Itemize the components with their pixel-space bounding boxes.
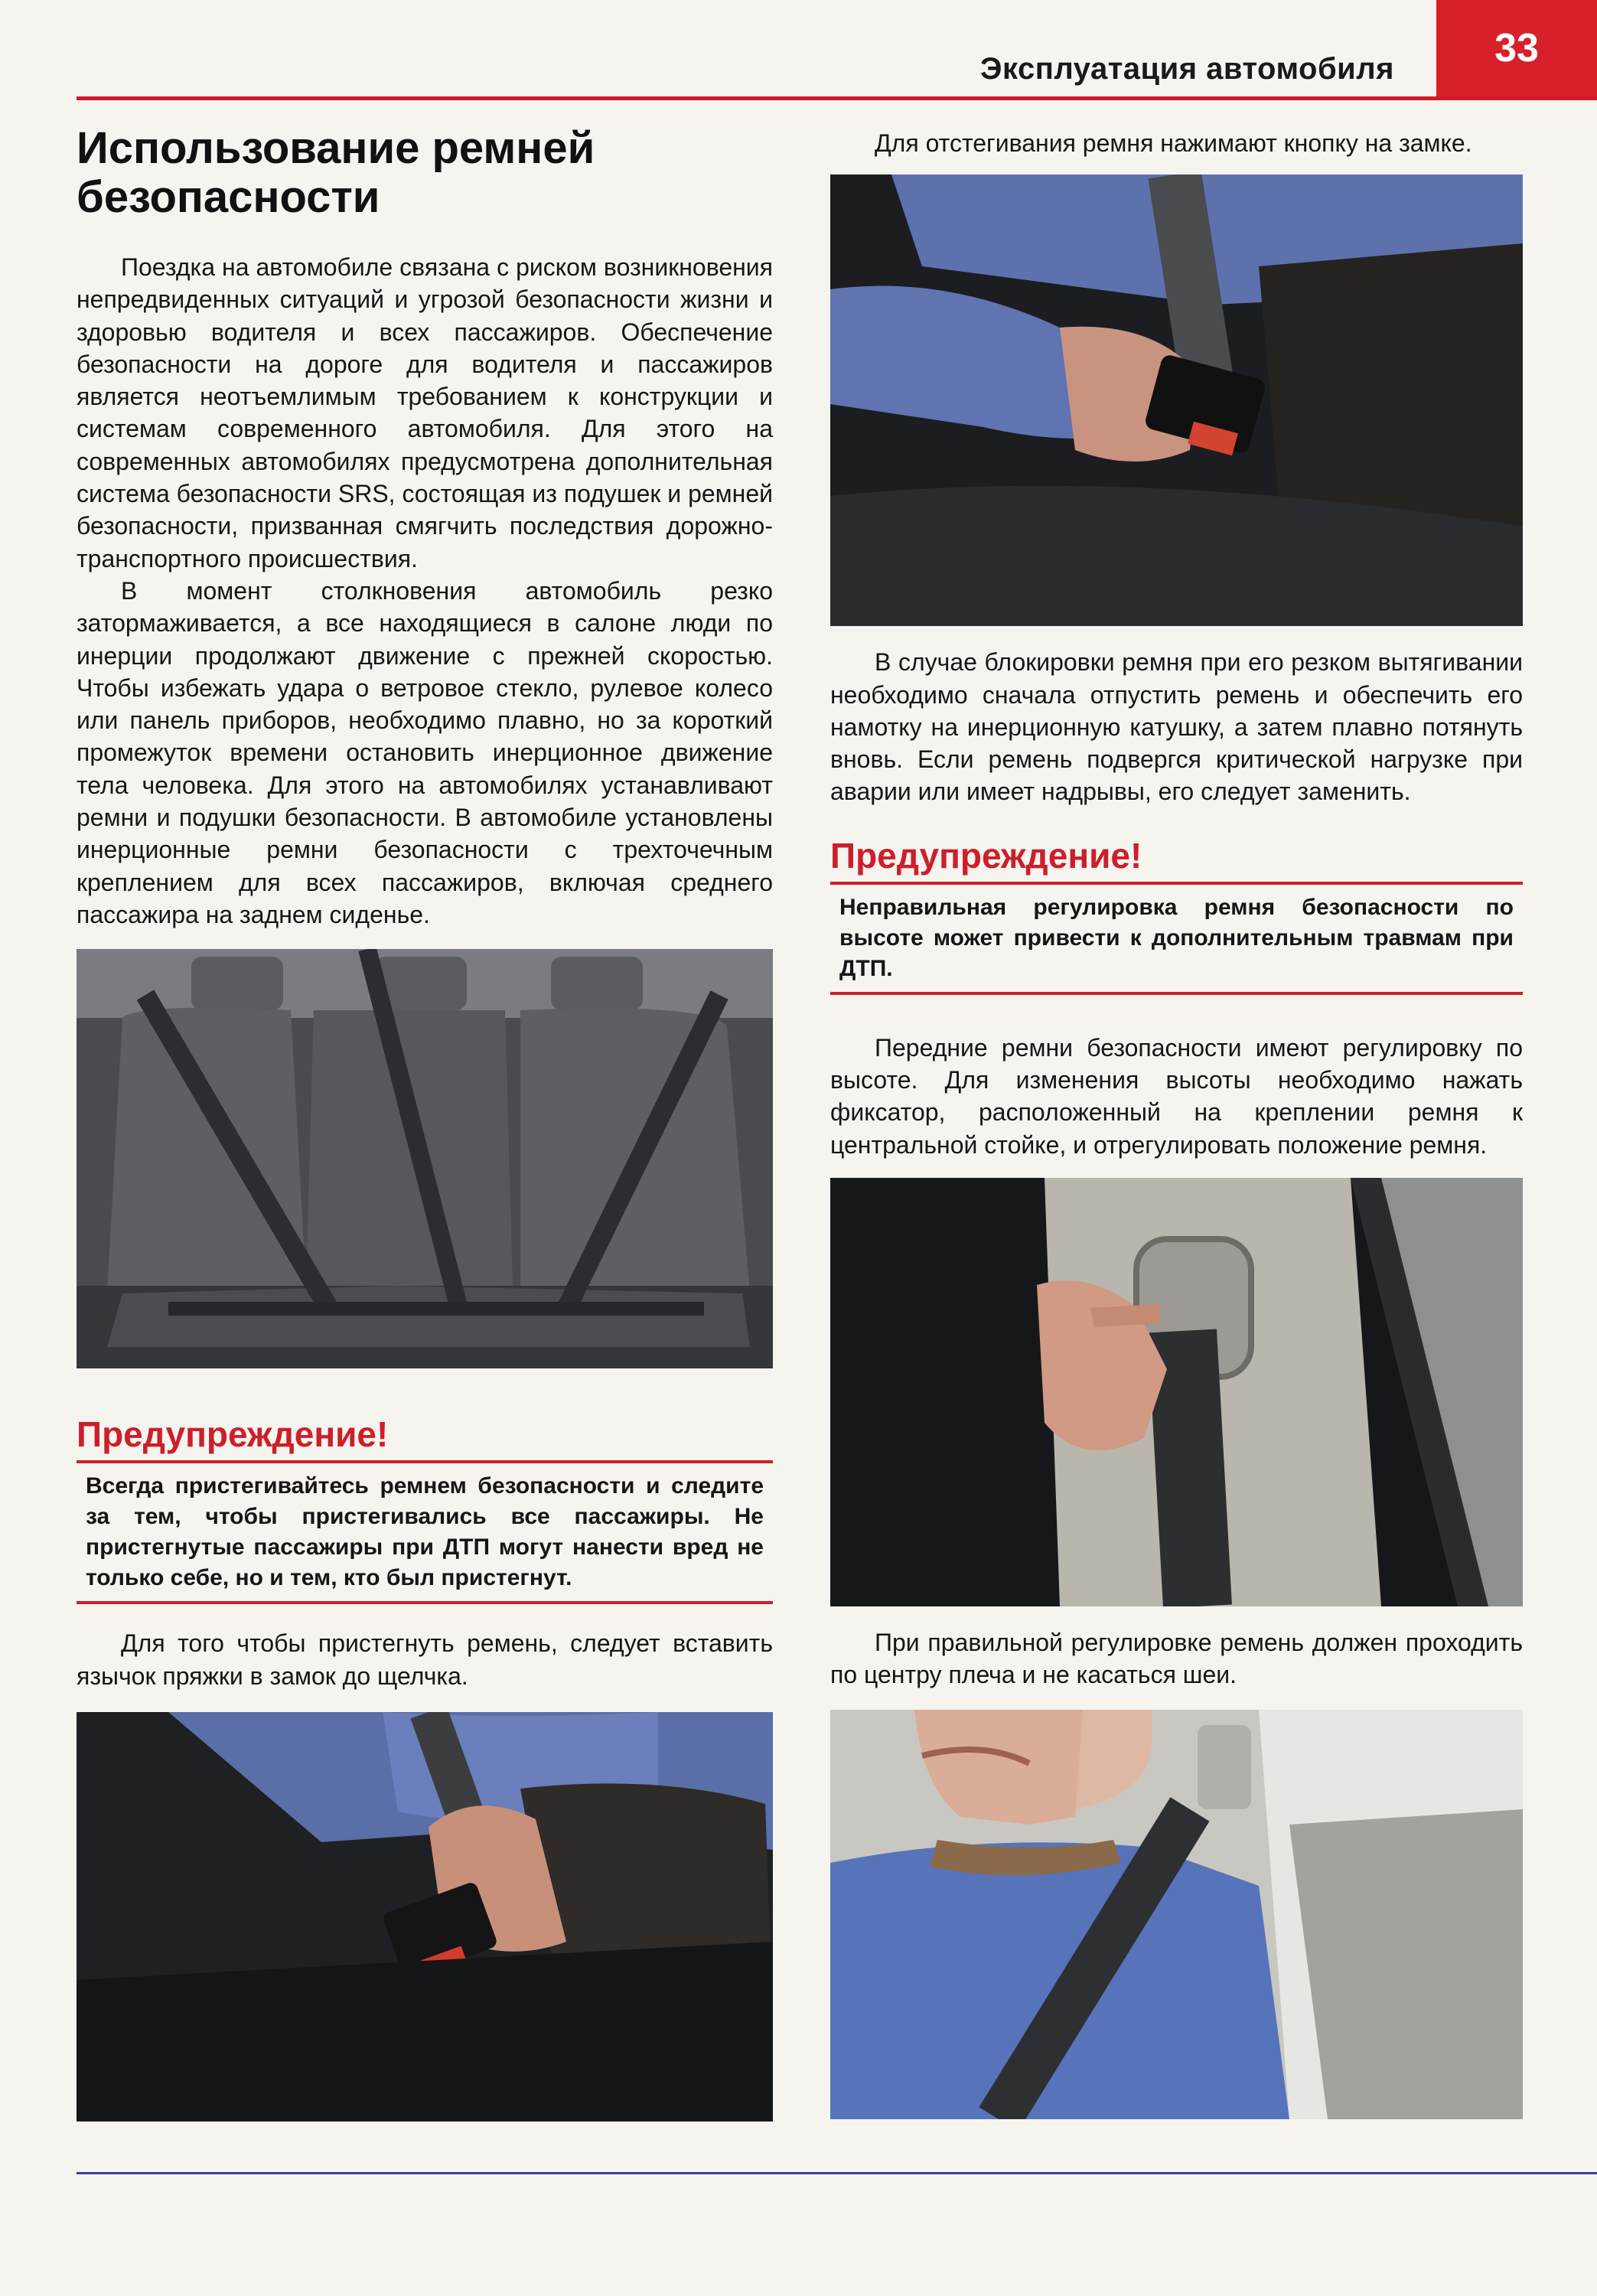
right-column xyxy=(830,127,1523,2119)
collision-paragraph: В момент столкновения автомобиль резко затормаживается, а все находящиеся в салоне люди по инерции продолжают движение с прежней скоростью. Чтобы избежать удара о ветровое стекло, рулевое колесо или панель приборов, необходимо плавно, но за короткий промежуток времени остановить инерционное движение тела человека. Для этого на автомобилях устанавливают ремни и подушки безопасности. В автомобиле установлены инерционные ремни безопасности с трехточечным креплением для всех пассажиров, включая среднего пассажира на заднем сиденье. xyxy=(77,576,773,928)
title-line-2: безопасности xyxy=(77,172,380,222)
title-line-1: Использование ремней xyxy=(77,123,595,173)
unfasten-paragraph: Для отстегивания ремня нажимают кнопку на замке. xyxy=(875,129,1472,157)
header-rule xyxy=(77,96,1597,100)
warning-title-left: Предупреждение! xyxy=(77,1414,389,1455)
photo-correct-position xyxy=(830,1710,1523,2119)
warning-text-left: Всегда пристегивайтесь ремнем безопасности и следите за тем, чтобы пристегивались все пассажиры. Не пристегнутые пассажиры при ДТП могут нанести вред не только себе, но и тем, кто был пристегнут. xyxy=(86,1473,764,1591)
fasten-paragraph: Для того чтобы пристегнуть ремень, следует вставить язычок пряжки в замок до щелчка. xyxy=(77,1629,773,1690)
warning-rule-right xyxy=(830,882,1523,885)
page-number: 33 xyxy=(1436,0,1597,96)
article-title xyxy=(77,124,773,222)
running-header: Эксплуатация автомобиля xyxy=(980,52,1394,86)
blocking-paragraph: В случае блокировки ремня при его резком вытягивании необходимо сначала отпустить ремень и обеспечить его намотку на инерционную катушку, а затем плавно потянуть вновь. Если ремень подвергся критической нагрузке при аварии или имеет надрывы, его следует заменить. xyxy=(830,648,1523,806)
footer-rule xyxy=(77,2172,1597,2174)
left-column xyxy=(77,124,773,2122)
photo-fastening-buckle xyxy=(77,1712,773,2122)
height-adjust-paragraph: Передние ремни безопасности имеют регулировку по высоте. Для изменения высоты необходимо нажать фиксатор, расположенный на креплении ремня к центральной стойке, и отрегулировать положение ремня. xyxy=(830,1033,1523,1159)
warning-rule-left xyxy=(77,1460,773,1463)
photo-unfasten-button xyxy=(830,174,1523,626)
warning-text-right: Неправильная регулировка ремня безопасности по высоте может привести к дополнительным травмам при ДТП. xyxy=(839,894,1514,981)
warning-title-right: Предупреждение! xyxy=(830,835,1142,876)
intro-paragraph: Поездка на автомобиле связана с риском возникновения непредвиденных ситуаций и угрозой безопасности жизни и здоровью водителя и всех пассажиров. Обеспечение безопасности на дороге для водителя и пассажиров является неотъемлимым требованием к конструкции и системам современного автомобиля. Для этого на современных автомобилях предусмотрена дополнительная система безопасности SRS, состоящая из подушек и ремней безопасности, призванная смягчить последствия дорожно-транспортного происшествия. xyxy=(77,253,773,572)
photo-height-adjuster xyxy=(830,1178,1523,1606)
correct-position-paragraph: При правильной регулировке ремень должен проходить по центру плеча и не касаться шеи. xyxy=(830,1628,1523,1689)
photo-rear-seats xyxy=(77,949,773,1368)
